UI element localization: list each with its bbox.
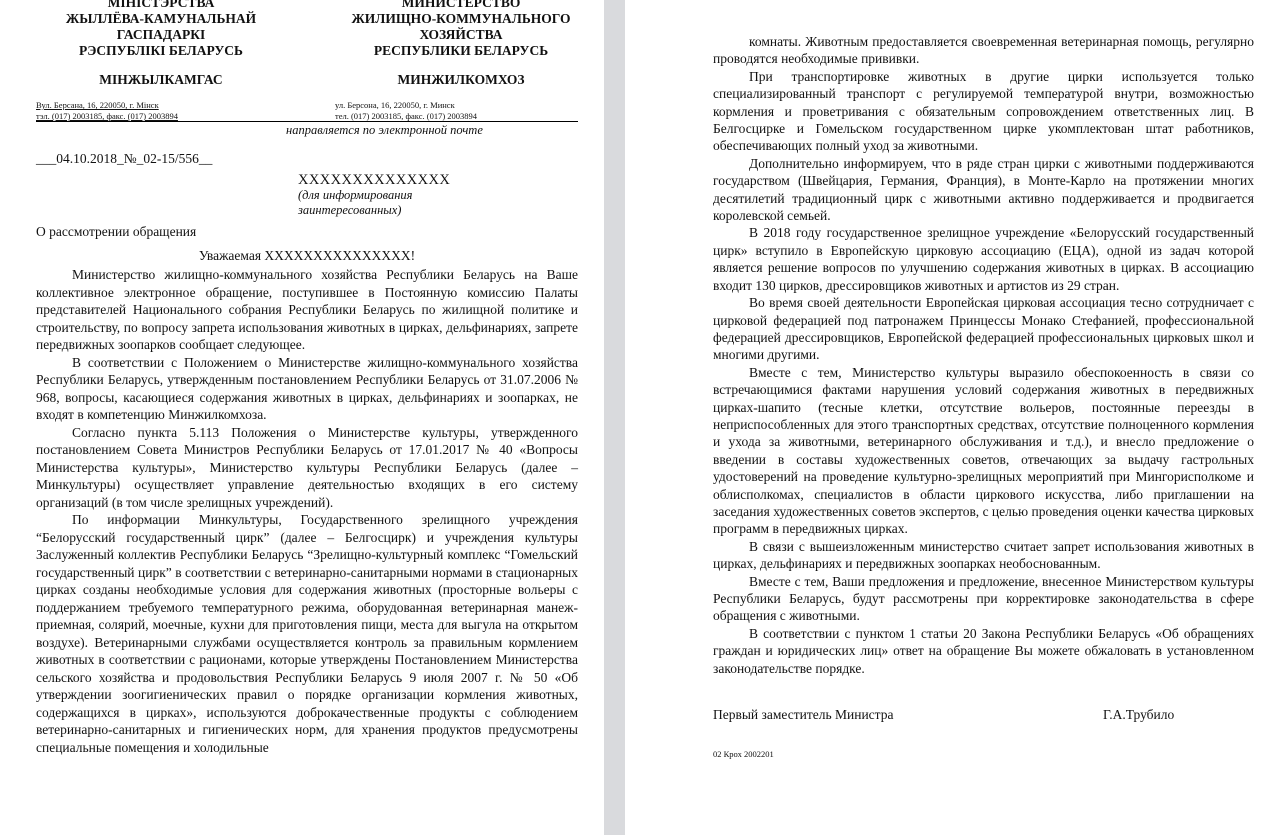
- org-line: ХОЗЯЙСТВА: [419, 27, 503, 42]
- body-paragraph: В соответствии с Положением о Министерстве жилищно-коммунального хозяйства Республики Беларусь, утвержденным постановлением Республики Беларусь от 31.07.2006 № 968, вопросы, касающиеся содержания животных в цирках, дельфинариях и зоопарках, не входят в компетенцию Минжилкомхоза.: [36, 354, 578, 422]
- document-page-left: [0, 0, 604, 835]
- address-line: тел. (017) 2003185, факс. (017) 2003894: [335, 111, 478, 121]
- org-line: ЖИЛИЩНО-КОММУНАЛЬНОГО: [351, 11, 571, 26]
- page-gap: [604, 0, 625, 835]
- addressee: [298, 173, 578, 218]
- footer-code: 02 Крох 2002201: [713, 749, 774, 760]
- body-paragraph: Во время своей деятельности Европейская цирковая ассоциация тесно сотрудничает с цирковой федерацией под патронажем Принцессы Монако Стефанией, профессиональной федерацией дрессировщиков, Европейской федерацией профессиональных цирковых школ и многими другими.: [713, 295, 1254, 363]
- letterhead-org-russian: [336, 0, 586, 59]
- addressee-note-line: (для информирования: [298, 188, 413, 202]
- body-paragraph: По информации Минкультуры, Государственного зрелищного учреждения “Белорусский государственный цирк” (далее – Белгосцирк) и учреждения культуры Заслуженный коллектив Республики Беларусь “Зрелищно-культурный комплекс “Гомельский государственный цирк” в соответствии с ветеринарно-санитарными нормами в стационарных цирках созданы необходимые условия для содержания животных (просторные вольеры с поддержанием требуемого температурного режима, оборудованная ветеринарная манеж-приемная, солярий, моечные, кухни для приготовления пищи, места для выгула на открытом воздухе). Ветеринарными службами осуществляется контроль за правильным кормлением животных в соответствии с рационами, которые утверждены Постановлением Министерства сельского хозяйства и продовольствия Республики Беларусь 9 июля 2007 г. № 50 «Об утверждении зоогигиенических правил о порядке организации кормления животных, содержащихся в цирках», используются доброкачественные продукты с соблюдением ветеринарно-санитарных и гигиенических норм, для хранения продуктов предусмотрены специальные помещения и холодильные: [36, 512, 578, 755]
- body-paragraph: Министерство жилищно-коммунального хозяйства Республики Беларусь на Ваше коллективное электронное обращение, поступившее в Постоянную комиссию Палаты представителей Национального собрания Республики Беларусь по жилищной политике и строительству, по вопросу запрета использования животных в цирках, дельфинариях, запрете передвижных зоопарков сообщает следующее.: [36, 267, 578, 352]
- org-line: РЭСПУБЛІКІ БЕЛАРУСЬ: [79, 43, 243, 58]
- body-paragraph: Вместе с тем, Министерство культуры выразило обеспокоенность в связи со встречающимися фактами нарушения условий содержания животных в передвижных цирках-шапито (тесные клетки, отсутствие вольеров, постоянные переезды в неприспособленных для этого транспортных средствах, отсутствие полноценного кормления и ухода за животными, ветеринарного обслуживания и т.д.), и внесло предложение о введении в составы художественных советов, отвечающих за выдачу гастрольных удостоверений на проведение культурно-зрелищных мероприятий при Мингорисполкоме и облисполкомах, специалистов в области циркового искусства, либо приглашении на заседания художественных советов экспертов, с целью проведения оценки качества цирковых программ в передвижных цирках.: [713, 364, 1254, 537]
- letter-body-left: [36, 266, 578, 756]
- letterhead-org-belarusian: [36, 0, 286, 59]
- letter-body-right: [713, 33, 1254, 677]
- org-line: РЕСПУБЛИКИ БЕЛАРУСЬ: [373, 43, 549, 58]
- address-line: тэл. (017) 2003185, факс. (017) 2003894: [36, 111, 178, 121]
- body-paragraph: В соответствии с пунктом 1 статьи 20 Закона Республики Беларусь «Об обращениях граждан и юридических лиц» ответ на обращение Вы можете обжаловать в установленном законодательстве порядке.: [713, 625, 1254, 676]
- body-paragraph: Согласно пункта 5.113 Положения о Министерстве культуры, утвержденного постановлением Совета Министров Республики Беларусь от 17.01.2017 № 40 «Вопросы Министерства культуры», Министерство культуры Республики Беларусь (далее – Минкультуры) осуществляет управление деятельностью входящих в его систему организаций (в том числе зрелищных учреждений).: [36, 424, 578, 510]
- body-paragraph: комнаты. Животным предоставляется своевременная ветеринарная помощь, регулярно проводятся необходимые прививки.: [713, 34, 1254, 67]
- org-abbreviation-belarusian: МІНЖЫЛКАМГАС: [99, 72, 223, 87]
- body-paragraph: Вместе с тем, Ваши предложения и предложение, внесенное Министерством культуры Республики Беларусь, будут рассмотрены при корректировке законодательства в сфере обращения с животными.: [713, 573, 1254, 624]
- body-paragraph: В 2018 году государственное зрелищное учреждение «Белорусский государственный цирк» вступило в Европейскую цирковую ассоциацию (ЕЦА), одной из задач которой является решение вопросов по улучшению содержания животных в цирках. В ассоциацию входит 130 цирков, дрессировщиков животных и артистов из 29 стран.: [713, 225, 1254, 293]
- document-page-right: [625, 0, 1280, 835]
- org-line: МІНІСТЭРСТВА: [107, 0, 215, 10]
- org-line: ГАСПАДАРКІ: [116, 27, 206, 42]
- address-line: Вул. Берсана, 16, 220050, г. Мінск: [36, 100, 159, 110]
- signatory-name: Г.А.Трубило: [1103, 707, 1175, 723]
- body-paragraph: В связи с вышеизложенным министерство считает запрет использования животных в цирках, дельфинариях и передвижных зоопарках необоснованным.: [713, 538, 1254, 572]
- org-line: ЖЫЛЛЁВА-КАМУНАЛЬНАЙ: [65, 11, 257, 26]
- letterhead: [36, 0, 578, 137]
- body-paragraph: Дополнительно информируем, что в ряде стран цирки с животными поддерживаются государством (Швейцария, Германия, Франция), в Монте-Карло на протяжении многих десятилетий традиционный цирк с животными активно поддерживается и продвигается королевской семьей.: [713, 155, 1254, 224]
- address-belarusian: [36, 100, 178, 122]
- addressee-name: XXXXXXXXXXXXXX: [298, 172, 451, 188]
- signatory-position: Первый заместитель Министра: [713, 707, 894, 723]
- body-paragraph: При транспортировке животных в другие цирки используется только специализированный транспорт с регулируемой температурой внутри, возможностью кормления и проветривания с обязательным сопровождением ответственных лиц. В Белгосцирке и Гомельском государственном цирке укомплектован штат работников, обеспечивающих полный уход за животными.: [713, 68, 1254, 154]
- email-note: направляется по электронной почте: [286, 123, 483, 137]
- address-russian: [335, 100, 477, 122]
- signature-block: [713, 707, 1254, 727]
- addressee-note-line: заинтересованных): [298, 203, 402, 217]
- greeting: Уважаемая XXXXXXXXXXXXXXX!: [198, 248, 416, 263]
- letter-subject: О рассмотрении обращения: [36, 224, 197, 239]
- letterhead-divider: [36, 121, 578, 122]
- org-line: МИНИСТЕРСТВО: [401, 0, 521, 10]
- address-line: ул. Берсона, 16, 220050, г. Минск: [335, 100, 455, 110]
- org-abbreviation-russian: МИНЖИЛКОМХОЗ: [397, 72, 525, 87]
- registration-number: ___04.10.2018_№_02-15/556__: [36, 151, 213, 166]
